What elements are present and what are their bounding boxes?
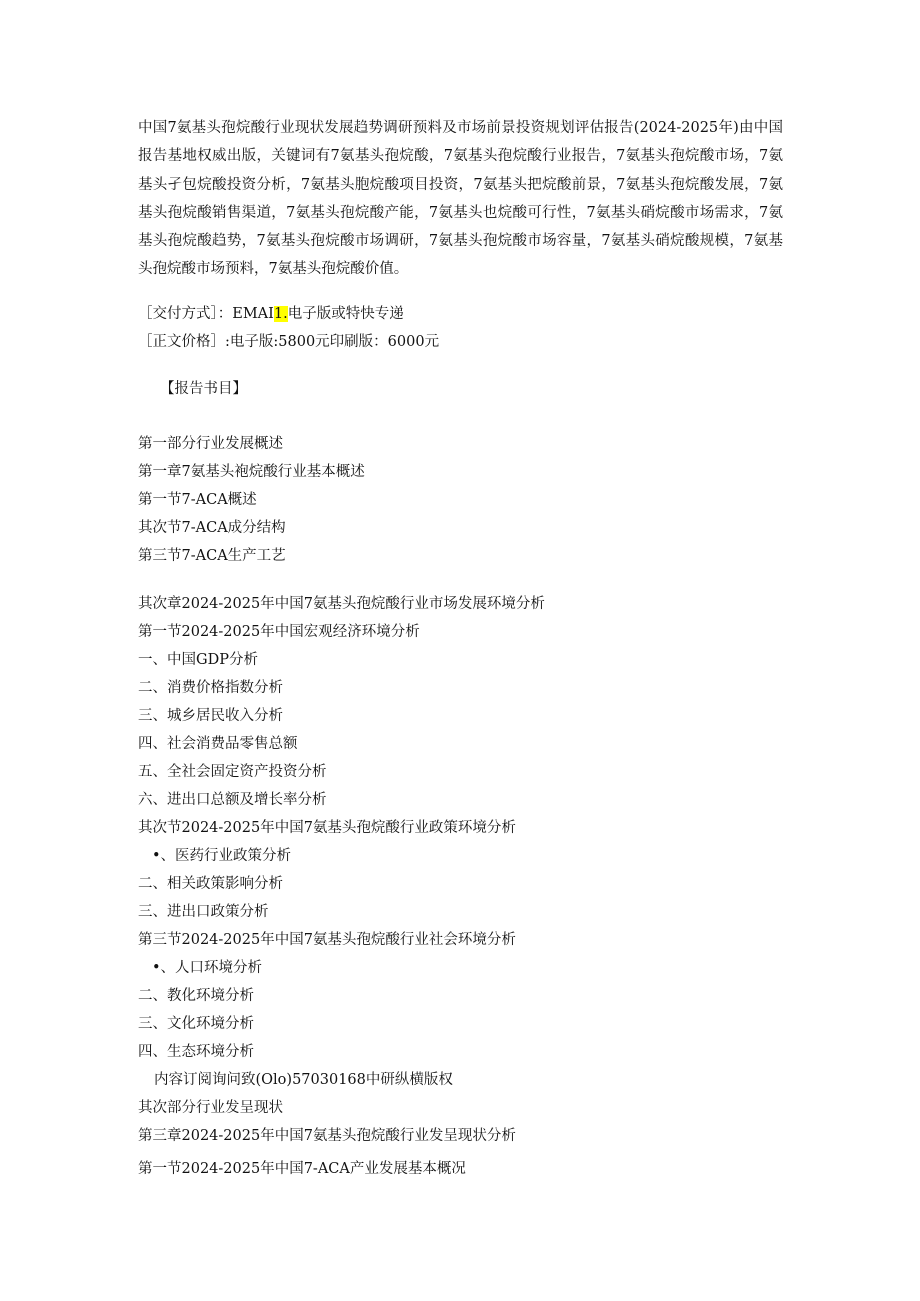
toc-line: 三、文化环境分析	[138, 1016, 254, 1032]
toc-line: 一、中国GDP分析	[138, 652, 258, 668]
toc-line: 第一节2024-2025年中国7-ACA产业发展基本概况	[138, 1161, 466, 1177]
toc-line: 第三节7-ACA生产工艺	[138, 548, 286, 564]
toc-line: 第一节7-ACA概述	[138, 492, 257, 508]
toc-line: 其次章2024-2025年中国7氨基头孢烷酸行业市场发展环境分析	[138, 596, 545, 612]
toc-line: 二、消费价格指数分析	[138, 680, 283, 696]
toc-section-3	[138, 1155, 818, 1183]
toc-line: 第一章7氨基头袍烷酸行业基本概述	[138, 464, 365, 480]
toc-heading: 【报告书目】	[160, 381, 247, 397]
price-value: :电子版:5800元印刷版：6000元	[225, 334, 440, 350]
price-info	[138, 328, 783, 356]
toc-line: 五、全社会固定资产投资分析	[138, 764, 327, 780]
toc-section-1	[138, 430, 818, 570]
toc-line: •、医药行业政策分析	[152, 848, 292, 864]
toc-line: 其次节2024-2025年中国7氨基头孢烷酸行业政策环境分析	[138, 820, 516, 836]
toc-line: 三、城乡居民收入分析	[138, 708, 283, 724]
toc-line: 四、社会消费品零售总额	[138, 736, 298, 752]
delivery-value-start: EMAI	[232, 306, 274, 322]
delivery-highlight: 1.	[273, 306, 288, 322]
delivery-label: ［交付方式］：	[138, 306, 233, 322]
toc-line: •、人口环境分析	[152, 960, 263, 976]
toc-line: 第一节2024-2025年中国宏观经济环境分析	[138, 624, 420, 640]
delivery-value-end: 电子版或特快专递	[287, 306, 404, 322]
toc-line: 其次部分行业发呈现状	[138, 1100, 283, 1116]
delivery-method	[138, 300, 783, 328]
toc-line: 第一部分行业发展概述	[138, 436, 283, 452]
toc-line: 二、相关政策影响分析	[138, 876, 283, 892]
toc-line: 第三章2024-2025年中国7氨基头孢烷酸行业发呈现状分析	[138, 1128, 516, 1144]
toc-line: 三、进出口政策分析	[138, 904, 269, 920]
toc-line: 二、教化环境分析	[138, 988, 254, 1004]
toc-line: 六、进出口总额及增长率分析	[138, 792, 327, 808]
contact-line: 内容订阅询问致(Olo)57030168中研纵横版权	[154, 1072, 453, 1088]
toc-line: 第三节2024-2025年中国7氨基头孢烷酸行业社会环境分析	[138, 932, 516, 948]
toc-line: 四、生态环境分析	[138, 1044, 254, 1060]
toc-section-2	[138, 590, 818, 1150]
price-label: ［正文价格］	[138, 334, 225, 350]
toc-line: 其次节7-ACA成分结构	[138, 520, 286, 536]
intro-paragraph: 中国7氨基头孢烷酸行业现状发展趋势调研预料及市场前景投资规划评估报告(2024-2025年)由中国报告基地权威出版，关键词有7氨基头孢烷酸，7氨基头孢烷酸行业报告，7氨基头孢烷酸市场，7氨基头孑包烷酸投资分析，7氨基头胞烷酸项目投资，7氨基头把烷酸前景，7氨基头孢烷酸发展，7氨基头孢烷酸销售渠道，7氨基头孢烷酸产能，7氨基头也烷酸可行性，7氨基头硝烷酸市场需求，7氨基头孢烷酸趋势，7氨基头孢烷酸市场调研，7氨基头孢烷酸市场容量，7氨基头硝烷酸规模，7氨基头孢烷酸市场预料，7氨基头孢烷酸价值。	[138, 120, 783, 278]
